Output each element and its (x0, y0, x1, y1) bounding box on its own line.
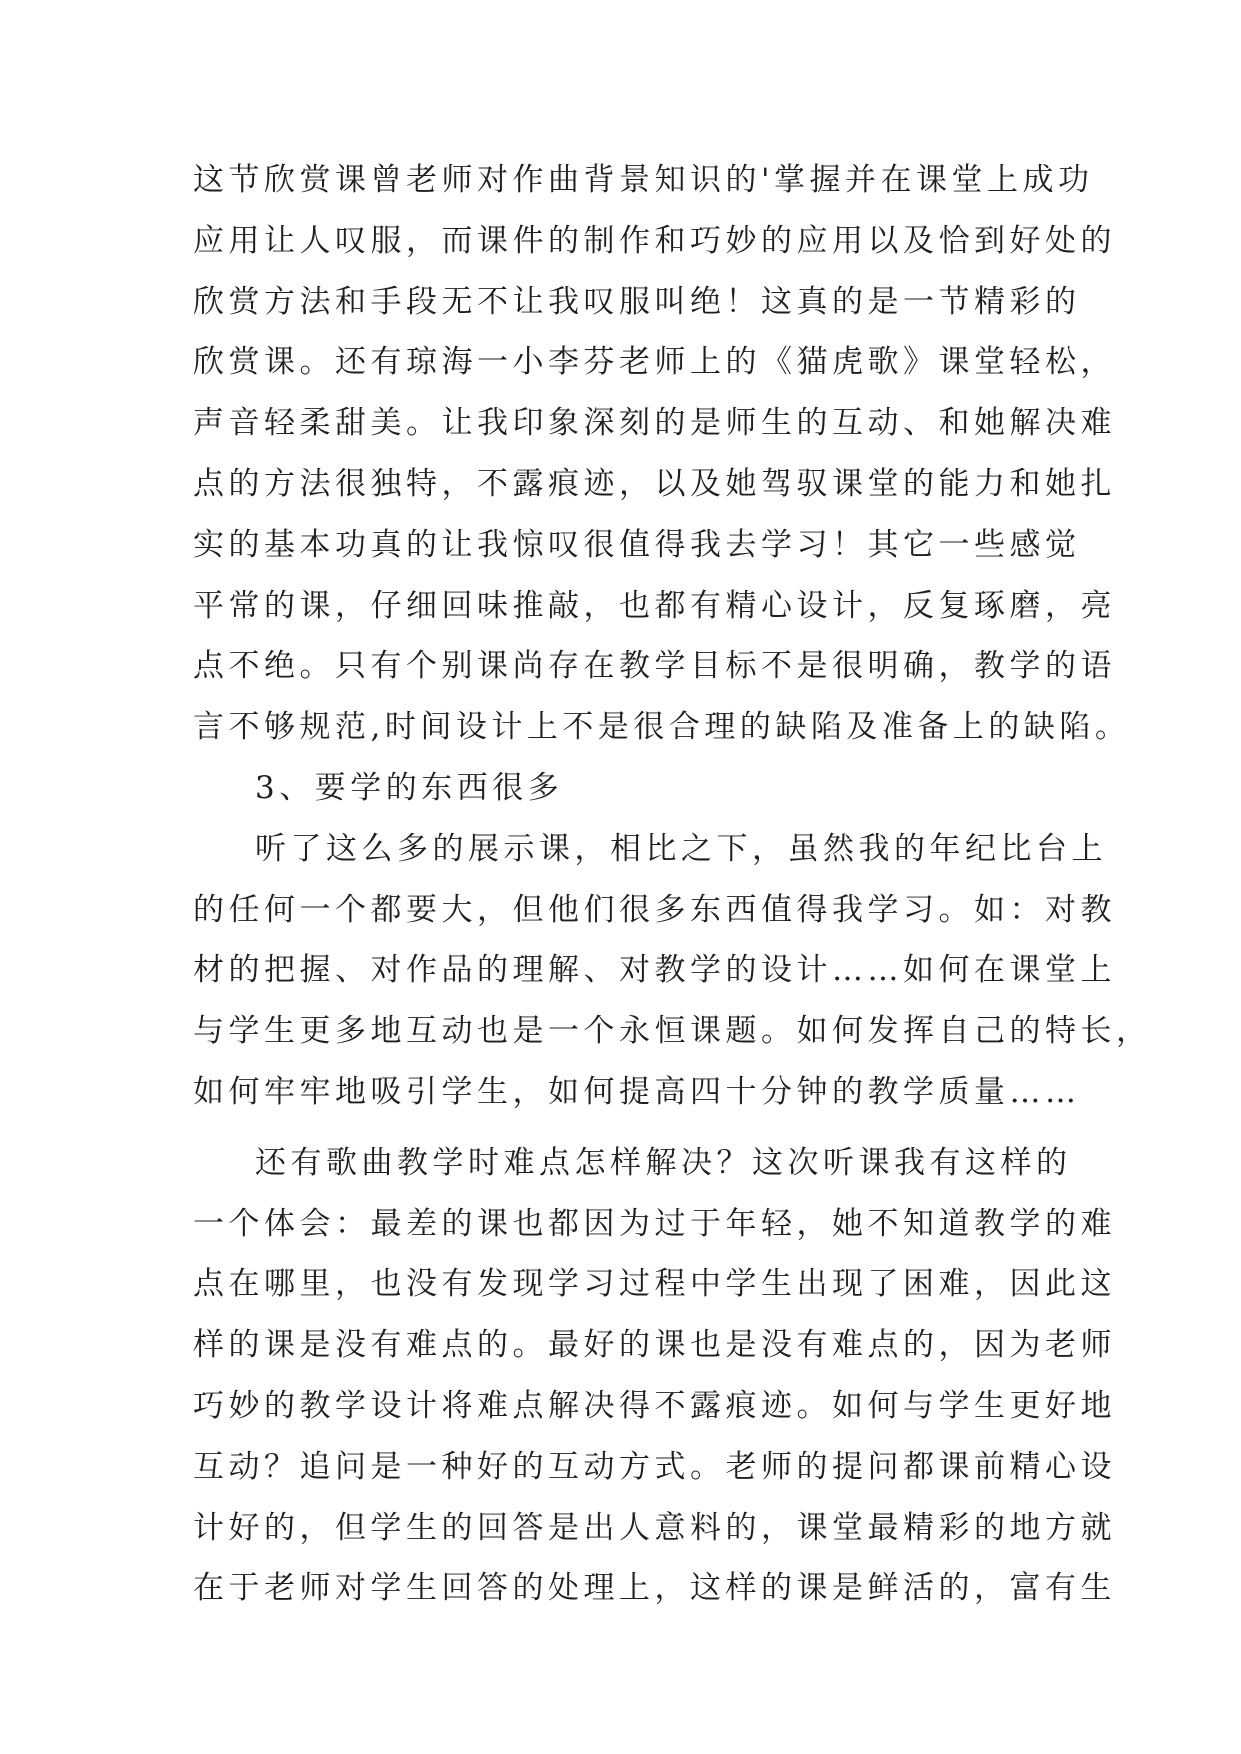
text-line: 如何牢牢地吸引学生，如何提高四十分钟的教学质量…… (193, 1073, 1081, 1110)
text-line: 言不够规范,时间设计上不是很合理的缺陷及准备上的缺陷。 (193, 709, 1131, 746)
text-line: 这节欣赏课曾老师对作曲背景知识的'掌握并在课堂上成功 (193, 162, 1094, 198)
text-line: 点的方法很独特，不露痕迹，以及她驾驭课堂的能力和她扎 (193, 465, 1116, 502)
text-line: 样的课是没有难点的。最好的课也是没有难点的，因为老师 (193, 1327, 1116, 1364)
body-text (193, 150, 1152, 1619)
text-line: 听了这么多的展示课，相比之下，虽然我的年纪比台上 (255, 830, 1107, 867)
text-line: 的任何一个都要大，但他们很多东西值得我学习。如：对教 (193, 891, 1116, 928)
text-line: 一个体会：最差的课也都因为过于年轻，她不知道教学的难 (193, 1205, 1116, 1242)
text-line: 平常的课，仔细回味推敲，也都有精心设计，反复琢磨，亮 (193, 587, 1116, 624)
text-line: 材的把握、对作品的理解、对教学的设计……如何在课堂上 (193, 952, 1116, 989)
text-line: 与学生更多地互动也是一个永恒课题。如何发挥自己的特长， (193, 1013, 1152, 1050)
text-line: 欣赏课。还有琼海一小李芬老师上的《猫虎歌》课堂轻松， (193, 344, 1116, 381)
text-line: 点不绝。只有个别课尚存在教学目标不是很明确，教学的语 (193, 648, 1116, 685)
text-line: 计好的，但学生的回答是出人意料的，课堂最精彩的地方就 (193, 1509, 1116, 1546)
text-line: 互动？追问是一种好的互动方式。老师的提问都课前精心设 (193, 1448, 1116, 1485)
text-line: 巧妙的教学设计将难点解决得不露痕迹。如何与学生更好地 (193, 1387, 1116, 1424)
text-line: 实的基本功真的让我惊叹很值得我去学习！其它一些感觉 (193, 526, 1081, 563)
section-heading: 3、要学的东西很多 (255, 769, 564, 806)
text-line: 声音轻柔甜美。让我印象深刻的是师生的互动、和她解决难 (193, 405, 1116, 442)
text-line: 应用让人叹服，而课件的制作和巧妙的应用以及恰到好处的 (193, 222, 1116, 259)
text-line: 点在哪里，也没有发现学习过程中学生出现了困难，因此这 (193, 1266, 1116, 1303)
text-line: 欣赏方法和手段无不让我叹服叫绝！这真的是一节精彩的 (193, 283, 1081, 320)
text-line: 还有歌曲教学时难点怎样解决？这次听课我有这样的 (255, 1144, 1072, 1181)
text-line: 在于老师对学生回答的处理上，这样的课是鲜活的，富有生 (193, 1570, 1116, 1607)
